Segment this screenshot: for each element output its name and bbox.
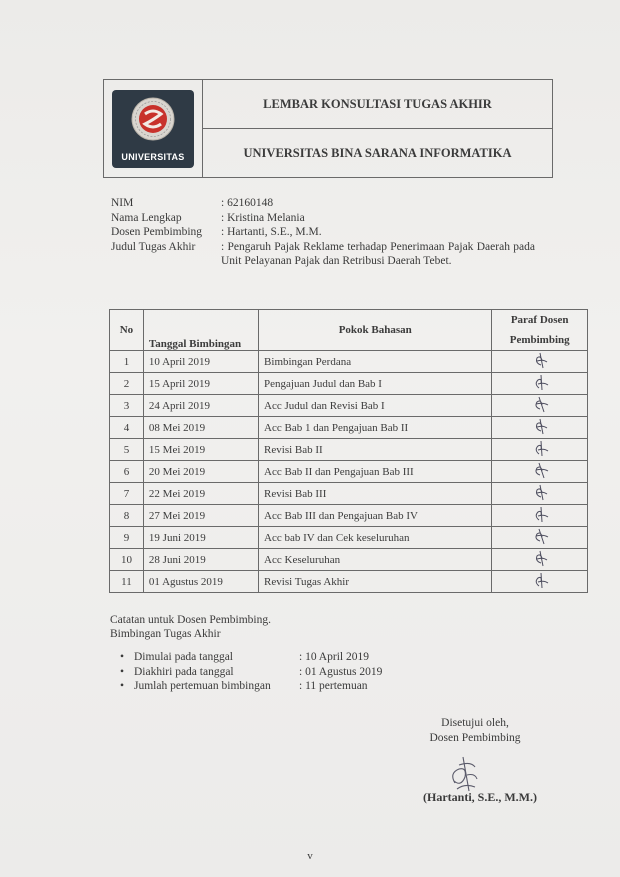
cell-paraf	[492, 527, 588, 549]
cell-no: 10	[110, 549, 144, 571]
paraf-signature-icon	[527, 527, 553, 545]
header-no: No	[110, 310, 144, 351]
cell-date: 01 Agustus 2019	[143, 571, 258, 593]
paraf-signature-icon	[527, 373, 553, 391]
summary-value: : 11 pertemuan	[299, 680, 368, 692]
cell-date: 27 Mei 2019	[143, 505, 258, 527]
cell-topic: Pengajuan Judul dan Bab I	[259, 373, 492, 395]
paraf-signature-icon	[527, 417, 553, 435]
cell-topic: Acc Bab 1 dan Pengajuan Bab II	[259, 417, 492, 439]
cell-date: 22 Mei 2019	[143, 483, 258, 505]
table-row	[110, 505, 588, 527]
approval-line-1: Disetujui oleh,	[441, 717, 509, 729]
table-row	[110, 417, 588, 439]
paraf-signature-icon	[527, 483, 553, 501]
table-row	[110, 527, 588, 549]
info-value: : Pengaruh Pajak Reklame terhadap Penerimaan Pajak Daerah pada Unit Pelayanan Pajak dan Retribusi Daerah Tebet.	[221, 240, 535, 267]
cell-topic: Revisi Bab II	[259, 439, 492, 461]
info-label: Judul Tugas Akhir	[111, 240, 196, 253]
summary-list	[120, 650, 382, 694]
advisor-signature-icon	[445, 753, 485, 795]
cell-no: 5	[110, 439, 144, 461]
list-item	[120, 679, 382, 694]
header-paraf	[492, 310, 588, 351]
approval-block	[400, 716, 550, 746]
table-row	[110, 483, 588, 505]
cell-topic: Acc bab IV dan Cek keseluruhan	[259, 527, 492, 549]
cell-topic: Acc Bab III dan Pengajuan Bab IV	[259, 505, 492, 527]
summary-value: : 01 Agustus 2019	[299, 665, 383, 678]
cell-topic: Acc Keseluruhan	[259, 549, 492, 571]
cell-paraf	[492, 483, 588, 505]
list-item	[120, 665, 382, 680]
bullet-icon: •	[120, 651, 125, 663]
cell-date: 15 Mei 2019	[143, 439, 258, 461]
cell-no: 6	[110, 461, 144, 483]
cell-no: 7	[110, 483, 144, 505]
cell-topic: Acc Bab II dan Pengajuan Bab III	[259, 461, 492, 483]
notes-block	[110, 613, 271, 641]
table-row	[110, 571, 588, 593]
info-label: Nama Lengkap	[111, 211, 182, 224]
header-box	[103, 79, 553, 178]
table-row	[110, 373, 588, 395]
header-date: Tanggal Bimbingan	[143, 310, 258, 351]
notes-line-1: Catatan untuk Dosen Pembimbing.	[110, 614, 271, 626]
info-row-name	[111, 211, 561, 226]
cell-topic: Bimbingan Perdana	[259, 351, 492, 373]
cell-topic: Revisi Bab III	[259, 483, 492, 505]
university-logo	[112, 90, 194, 168]
cell-paraf	[492, 505, 588, 527]
cell-date: 08 Mei 2019	[143, 417, 258, 439]
table-row	[110, 461, 588, 483]
advisor-name: (Hartanti, S.E., M.M.)	[423, 790, 537, 804]
cell-paraf	[492, 439, 588, 461]
paraf-signature-icon	[527, 395, 553, 413]
info-value: : Hartanti, S.E., M.M.	[221, 226, 322, 238]
cell-no: 9	[110, 527, 144, 549]
cell-date: 10 April 2019	[143, 351, 258, 373]
summary-value: : 10 April 2019	[299, 651, 369, 663]
summary-label: Dimulai pada tanggal	[134, 651, 233, 663]
cell-topic: Acc Judul dan Revisi Bab I	[259, 395, 492, 417]
cell-date: 24 April 2019	[143, 395, 258, 417]
cell-no: 8	[110, 505, 144, 527]
paraf-signature-icon	[527, 461, 553, 479]
summary-label: Jumlah pertemuan bimbingan	[134, 680, 271, 692]
logo-text: UNIVERSITAS	[121, 151, 185, 162]
paraf-signature-icon	[527, 549, 553, 567]
cell-no: 3	[110, 395, 144, 417]
table-row	[110, 439, 588, 461]
cell-paraf	[492, 373, 588, 395]
cell-no: 11	[110, 571, 144, 593]
cell-date: 15 April 2019	[143, 373, 258, 395]
info-value: : Kristina Melania	[221, 211, 305, 224]
cell-paraf	[492, 417, 588, 439]
info-row-title	[111, 240, 561, 269]
paraf-signature-icon	[527, 571, 553, 589]
cell-date: 28 Juni 2019	[143, 549, 258, 571]
paraf-signature-icon	[527, 505, 553, 523]
list-item	[120, 650, 382, 665]
cell-no: 1	[110, 351, 144, 373]
cell-topic: Revisi Tugas Akhir	[259, 571, 492, 593]
header-topic: Pokok Bahasan	[259, 310, 492, 351]
info-row-advisor	[111, 225, 561, 240]
cell-date: 19 Juni 2019	[143, 527, 258, 549]
table-row	[110, 351, 588, 373]
table-row	[110, 549, 588, 571]
header-paraf-line2: Pembimbing	[509, 334, 570, 346]
cell-no: 2	[110, 373, 144, 395]
table-row	[110, 395, 588, 417]
consultation-table	[109, 309, 588, 593]
paraf-signature-icon	[527, 439, 553, 457]
cell-paraf	[492, 351, 588, 373]
bullet-icon: •	[120, 665, 125, 678]
info-row-nim	[111, 196, 561, 211]
cell-paraf	[492, 395, 588, 417]
form-title: LEMBAR KONSULTASI TUGAS AKHIR	[203, 80, 552, 129]
info-value: : 62160148	[221, 197, 274, 209]
notes-line-2: Bimbingan Tugas Akhir	[110, 628, 221, 640]
university-seal-icon	[128, 96, 178, 142]
cell-date: 20 Mei 2019	[143, 461, 258, 483]
logo-cell	[104, 80, 203, 177]
title-cell	[203, 80, 552, 177]
paraf-signature-icon	[527, 351, 553, 369]
info-label: Dosen Pembimbing	[111, 226, 203, 238]
page-number: v	[307, 850, 313, 862]
info-label: NIM	[111, 197, 134, 209]
student-info	[111, 196, 561, 269]
summary-label: Diakhiri pada tanggal	[134, 665, 234, 678]
university-name: UNIVERSITAS BINA SARANA INFORMATIKA	[243, 145, 512, 160]
cell-paraf	[492, 571, 588, 593]
approval-line-2: Dosen Pembimbing	[429, 732, 521, 744]
cell-paraf	[492, 461, 588, 483]
bullet-icon: •	[120, 680, 125, 692]
header-paraf-line1: Paraf Dosen	[510, 314, 569, 326]
table-body	[110, 351, 588, 593]
table-header-row	[110, 310, 588, 351]
cell-no: 4	[110, 417, 144, 439]
cell-paraf	[492, 549, 588, 571]
